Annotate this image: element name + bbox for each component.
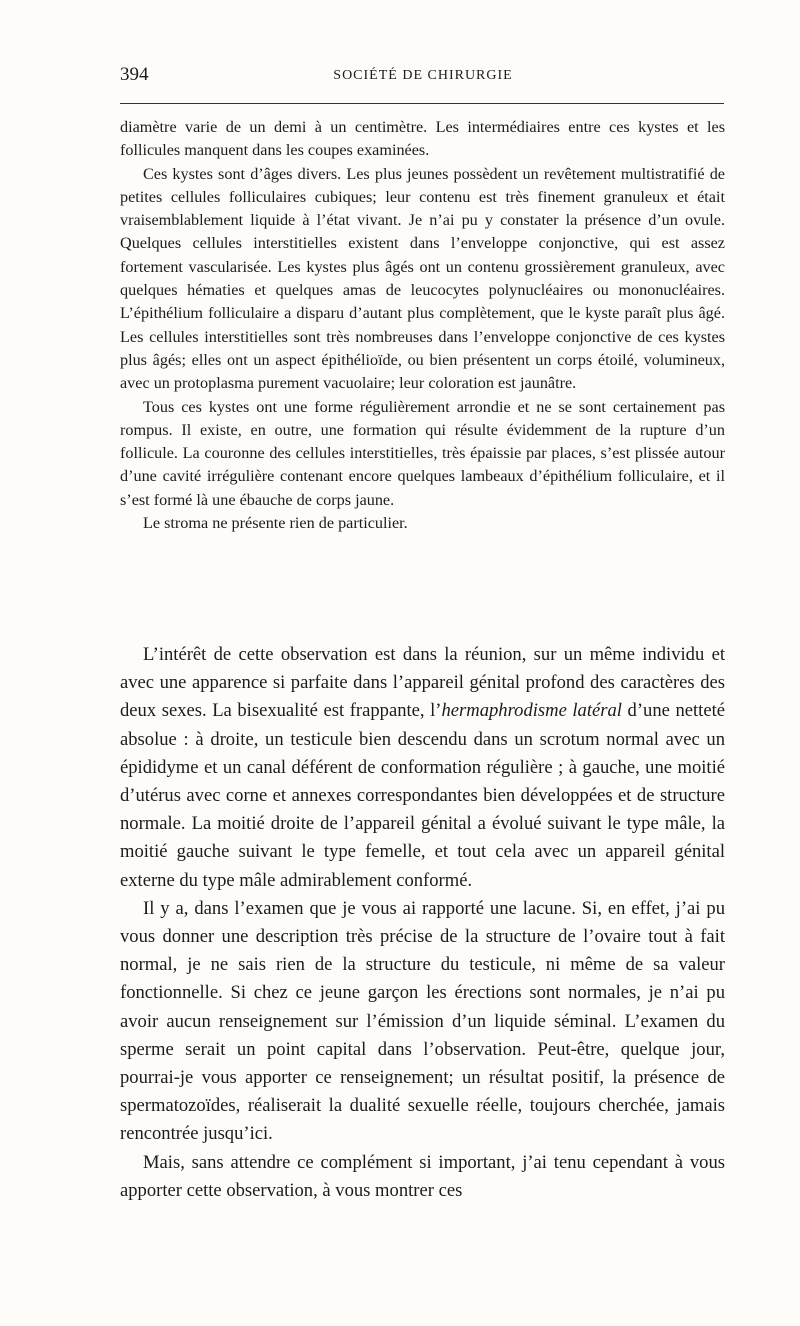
discussion-section [120,641,725,1205]
page-header [120,64,726,94]
paragraph-interest [120,641,725,895]
paragraph-conclusion-start: Mais, sans attendre ce complément si important, j’ai tenu cependant à vous apporter cette observation, à vous montrer ces [120,1151,725,1201]
paragraph-stroma: Le stroma ne présente rien de particulier. [143,514,408,533]
interest-text-end: d’une netteté absolue : à droite, un testicule bien descendu dans un scrotum normal avec un épididyme et un canal déférent de conformation régulière ; à gauche, une moitié d’utérus avec corne et annexes correspondantes bien développées et de structure normale. La moitié droite de l’appareil génital a évolué suivant le type mâle, la moitié gauche suivant le type femelle, et tout cela avec un appareil génital externe du type mâle admirablement conformé. [120,700,726,891]
interest-italic-term: hermaphrodisme latéral [441,700,622,722]
page-number: 394 [120,64,149,85]
running-title: SOCIÉTÉ DE CHIRURGIE [333,68,513,83]
header-rule [120,103,724,104]
paragraph-cyst-ages: Ces kystes sont d’âges divers. Les plus jeunes possèdent un revêtement multistratifié de petites cellules folliculaires cubiques; leur contenu est très finement granuleux et était vraisemblablement liquide à l’état vivant. Je n’ai pu y constater la présence d’un ovule. Quelques cellules interstitielles existent dans l’enveloppe conjonctive, qui est assez fortement vascularisée. Les kystes plus âgés ont un contenu grossièrement granuleux, avec quelques hématies et quelques amas de leucocytes polynucléaires ou mononucléaires. L’épithélium folliculaire a disparu d’autant plus complètement, que le kyste paraît plus âgé. Les cellules interstitielles sont très nombreuses dans l’enveloppe conjonctive de ces kystes plus âgés; elles ont un aspect épithélioïde, ou bien présentent un corps étoilé, volumineux, avec un protoplasma purement vacuolaire; leur coloration est jaunâtre. [120,164,725,393]
paragraph-continuation: diamètre varie de un demi à un centimètre. Les intermédiaires entre ces kystes et les follicules manquent dans les coupes examinées. [120,118,725,160]
paragraph-cyst-shape: Tous ces kystes ont une forme régulièrement arrondie et ne se sont certainement pas rompus. Il existe, en outre, une formation qui résulte évidemment de la rupture d’un follicule. La couronne des cellules interstitielles, très épaissie par places, s’est plissée autour d’une cavité irrégulière contenant encore quelques lambeaux d’épithélium folliculaire, et il s’est formé là une ébauche de corps jaune. [120,397,725,509]
interest-text-start: L’intérêt de cette observation est dans la réunion, sur un même individu et avec une apparence si parfaite dans l’appareil génital profond des caractères des deux sexes. La bisexualité est frappante, l’ [120,644,725,722]
paragraph-gap-in-exam: Il y a, dans l’examen que je vous ai rapporté une lacune. Si, en effet, j’ai pu vous donner une description très précise de la structure de l’ovaire tout à fait normal, je ne sais rien de la structure du testicule, ni même de sa valeur fonctionnelle. Si chez ce jeune garçon les érections sont normales, je n’ai pu avoir aucun renseignement sur l’émission d’un liquide séminal. L’examen du sperme serait un point capital dans l’observation. Peut-être, quelque jour, pourrai-je vous apporter ce renseignement; un résultat positif, la présence de spermatozoïdes, réaliserait la dualité sexuelle réelle, toujours cherchée, jamais rencontrée jusqu’ici. [120,897,725,1145]
histology-section [120,116,725,535]
